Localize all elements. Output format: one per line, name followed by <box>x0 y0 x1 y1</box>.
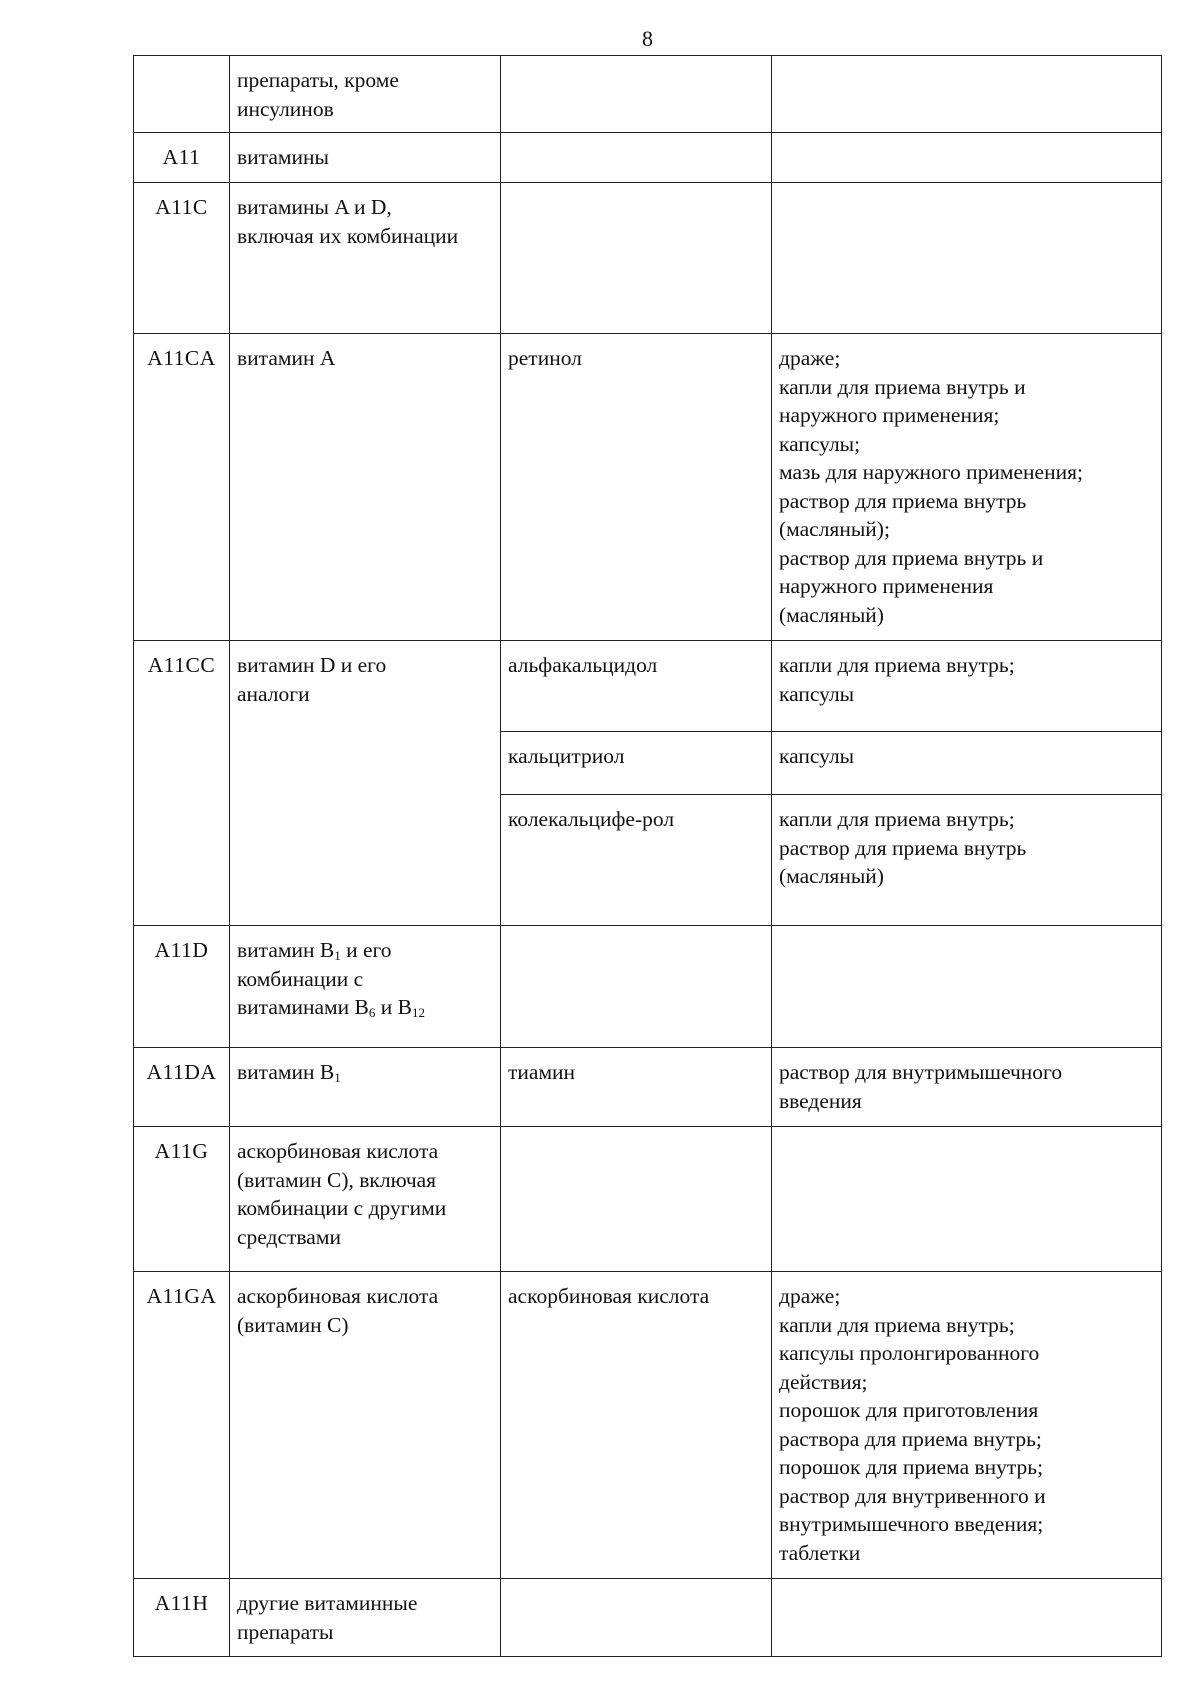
atc-code-cell: A11 <box>134 133 230 183</box>
drug-cell <box>501 1579 772 1657</box>
group-cell: витамины <box>230 133 501 183</box>
form-cell: капли для приема внутрь; раствор для приема внутрь (масляный) <box>772 795 1162 926</box>
group-cell: витамин $B_1$ <box>230 1048 501 1127</box>
atc-code-cell <box>134 56 230 133</box>
table-row <box>134 926 1162 1048</box>
atc-code-cell: A11D <box>134 926 230 1048</box>
form-cell: драже; капли для приема внутрь и наружного применения; капсулы; мазь для наружного применения; раствор для приема внутрь (масляный); раствор для приема внутрь и наружного применения (масляный) <box>772 334 1162 641</box>
drug-cell <box>501 183 772 334</box>
group-cell: другие витаминные препараты <box>230 1579 501 1657</box>
form-cell <box>772 183 1162 334</box>
drug-table <box>133 55 1162 1657</box>
drug-cell: альфакальцидол <box>501 641 772 732</box>
form-cell: раствор для внутримышечного введения <box>772 1048 1162 1127</box>
form-cell: капсулы <box>772 732 1162 795</box>
drug-cell: кальцитриол <box>501 732 772 795</box>
group-cell: витамин $B_1$ и его комбинации с витаминами $B_6$ и $B_{12}$ <box>230 926 501 1048</box>
drug-cell <box>501 56 772 133</box>
table-row <box>134 1272 1162 1579</box>
drug-cell: ретинол <box>501 334 772 641</box>
atc-code-cell: A11H <box>134 1579 230 1657</box>
form-cell <box>772 133 1162 183</box>
form-cell: капли для приема внутрь; капсулы <box>772 641 1162 732</box>
drug-cell <box>501 1127 772 1272</box>
atc-code-cell: A11DA <box>134 1048 230 1127</box>
table-row <box>134 56 1162 133</box>
atc-code-cell: A11C <box>134 183 230 334</box>
page-number: 8 <box>642 26 653 51</box>
atc-code-cell: A11CC <box>134 641 230 926</box>
group-cell: витамин A <box>230 334 501 641</box>
form-cell <box>772 1127 1162 1272</box>
drug-cell: аскорбиновая кислота <box>501 1272 772 1579</box>
atc-code-cell: A11G <box>134 1127 230 1272</box>
form-cell <box>772 926 1162 1048</box>
table-row <box>134 334 1162 641</box>
group-cell: препараты, кроме инсулинов <box>230 56 501 133</box>
drug-cell <box>501 133 772 183</box>
drug-cell: колекальцифе-рол <box>501 795 772 926</box>
form-cell <box>772 1579 1162 1657</box>
table-row <box>134 1048 1162 1127</box>
group-cell: витамин D и его аналоги <box>230 641 501 926</box>
table-row <box>134 641 1162 732</box>
drug-cell: тиамин <box>501 1048 772 1127</box>
form-cell: драже; капли для приема внутрь; капсулы пролонгированного действия; порошок для приготовления раствора для приема внутрь; порошок для приема внутрь; раствор для внутривенного и внутримышечного введения; таблетки <box>772 1272 1162 1579</box>
group-cell: аскорбиновая кислота (витамин C) <box>230 1272 501 1579</box>
atc-code-cell: A11CA <box>134 334 230 641</box>
table-row <box>134 1127 1162 1272</box>
group-cell: витамины A и D, включая их комбинации <box>230 183 501 334</box>
table-row <box>134 1579 1162 1657</box>
atc-code-cell: A11GA <box>134 1272 230 1579</box>
table-row <box>134 133 1162 183</box>
group-cell: аскорбиновая кислота (витамин C), включая комбинации с другими средствами <box>230 1127 501 1272</box>
drug-cell <box>501 926 772 1048</box>
table-row <box>134 183 1162 334</box>
form-cell <box>772 56 1162 133</box>
